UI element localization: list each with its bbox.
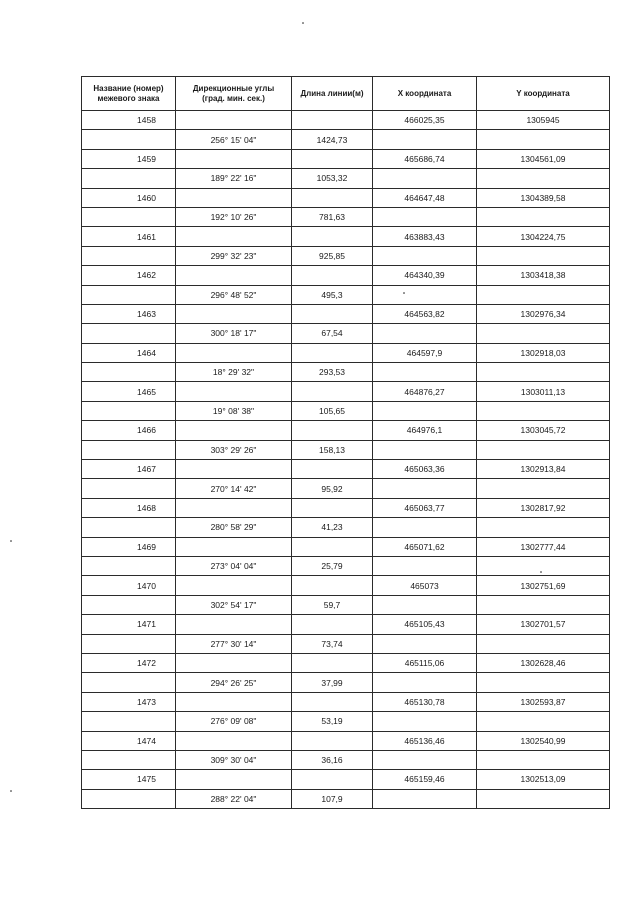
cell-direction-angle: [176, 653, 292, 672]
scan-speck: [302, 22, 304, 24]
table-row: [82, 363, 610, 382]
table-row: [82, 207, 610, 226]
cell-direction-angle: 273° 04' 04": [176, 556, 292, 575]
cell-direction-angle: [176, 111, 292, 130]
cell-x-coordinate: [373, 634, 477, 653]
cell-y-coordinate: [477, 246, 610, 265]
table-row: [82, 246, 610, 265]
cell-line-length: [292, 188, 373, 207]
cell-x-coordinate: 466025,35: [373, 111, 477, 130]
cell-x-coordinate: [373, 285, 477, 304]
cell-direction-angle: 288° 22' 04": [176, 789, 292, 808]
cell-y-coordinate: 1302540,99: [477, 731, 610, 750]
table-row: [82, 343, 610, 362]
table-row: [82, 576, 610, 595]
cell-direction-angle: [176, 692, 292, 711]
cell-direction-angle: [176, 731, 292, 750]
cell-line-length: [292, 266, 373, 285]
cell-line-length: [292, 653, 373, 672]
cell-y-coordinate: [477, 324, 610, 343]
cell-line-length: 53,19: [292, 712, 373, 731]
cell-mark-name: [82, 673, 176, 692]
cell-mark-name: 1475: [82, 770, 176, 789]
cell-y-coordinate: [477, 207, 610, 226]
cell-line-length: 107,9: [292, 789, 373, 808]
cell-y-coordinate: 1302751,69: [477, 576, 610, 595]
cell-mark-name: [82, 169, 176, 188]
table-row: [82, 227, 610, 246]
header-line: (град. мин. сек.): [202, 93, 265, 103]
table-row: [82, 266, 610, 285]
cell-mark-name: 1461: [82, 227, 176, 246]
table-row: [82, 401, 610, 420]
cell-x-coordinate: [373, 789, 477, 808]
cell-x-coordinate: [373, 207, 477, 226]
cell-mark-name: 1472: [82, 653, 176, 672]
table-row: [82, 440, 610, 459]
cell-line-length: [292, 731, 373, 750]
cell-y-coordinate: [477, 556, 610, 575]
cell-line-length: [292, 498, 373, 517]
table-row: [82, 731, 610, 750]
cell-y-coordinate: 1304561,09: [477, 149, 610, 168]
cell-mark-name: 1459: [82, 149, 176, 168]
cell-line-length: 95,92: [292, 479, 373, 498]
cell-direction-angle: 18° 29' 32": [176, 363, 292, 382]
cell-line-length: [292, 537, 373, 556]
cell-line-length: [292, 111, 373, 130]
header-mark-name: [82, 77, 176, 111]
cell-x-coordinate: 464976,1: [373, 421, 477, 440]
cell-direction-angle: 294° 26' 25": [176, 673, 292, 692]
cell-x-coordinate: 465073: [373, 576, 477, 595]
cell-direction-angle: 277° 30' 14": [176, 634, 292, 653]
cell-direction-angle: [176, 421, 292, 440]
cell-y-coordinate: [477, 169, 610, 188]
cell-mark-name: [82, 595, 176, 614]
cell-x-coordinate: 464340,39: [373, 266, 477, 285]
cell-line-length: 73,74: [292, 634, 373, 653]
cell-y-coordinate: [477, 789, 610, 808]
cell-x-coordinate: 465130,78: [373, 692, 477, 711]
cell-y-coordinate: [477, 285, 610, 304]
cell-y-coordinate: 1302777,44: [477, 537, 610, 556]
cell-mark-name: 1460: [82, 188, 176, 207]
cell-x-coordinate: 465071,62: [373, 537, 477, 556]
cell-x-coordinate: [373, 440, 477, 459]
cell-mark-name: [82, 789, 176, 808]
cell-mark-name: 1466: [82, 421, 176, 440]
cell-direction-angle: [176, 498, 292, 517]
cell-mark-name: [82, 363, 176, 382]
cell-y-coordinate: [477, 130, 610, 149]
cell-direction-angle: 189° 22' 16": [176, 169, 292, 188]
cell-direction-angle: [176, 537, 292, 556]
cell-line-length: [292, 421, 373, 440]
cell-x-coordinate: [373, 401, 477, 420]
cell-line-length: [292, 692, 373, 711]
cell-x-coordinate: 465136,46: [373, 731, 477, 750]
cell-line-length: [292, 615, 373, 634]
cell-y-coordinate: [477, 673, 610, 692]
cell-x-coordinate: 464563,82: [373, 304, 477, 323]
cell-y-coordinate: 1302701,57: [477, 615, 610, 634]
table-row: [82, 188, 610, 207]
cell-direction-angle: 299° 32' 23": [176, 246, 292, 265]
cell-x-coordinate: [373, 595, 477, 614]
cell-direction-angle: [176, 149, 292, 168]
table-row: [82, 595, 610, 614]
table-header: [82, 77, 610, 111]
header-line: Дирекционные углы: [192, 83, 275, 93]
cell-direction-angle: 300° 18' 17": [176, 324, 292, 343]
cell-y-coordinate: 1303045,72: [477, 421, 610, 440]
cell-y-coordinate: 1302913,84: [477, 460, 610, 479]
cell-direction-angle: [176, 460, 292, 479]
cell-line-length: [292, 343, 373, 362]
cell-y-coordinate: 1302628,46: [477, 653, 610, 672]
cell-mark-name: [82, 634, 176, 653]
cell-direction-angle: 280° 58' 29": [176, 518, 292, 537]
table-row: [82, 324, 610, 343]
cell-y-coordinate: 1304389,58: [477, 188, 610, 207]
table-row: [82, 130, 610, 149]
cell-x-coordinate: [373, 556, 477, 575]
table-row: [82, 789, 610, 808]
cell-direction-angle: [176, 576, 292, 595]
header-line: Название (номер): [93, 83, 164, 93]
cell-y-coordinate: [477, 712, 610, 731]
cell-mark-name: 1470: [82, 576, 176, 595]
cell-direction-angle: 256° 15' 04": [176, 130, 292, 149]
header-x-coordinate: [373, 77, 477, 111]
cell-y-coordinate: [477, 595, 610, 614]
cell-line-length: 158,13: [292, 440, 373, 459]
cell-line-length: 59,7: [292, 595, 373, 614]
cell-mark-name: [82, 324, 176, 343]
cell-direction-angle: 296° 48' 52": [176, 285, 292, 304]
table-row: [82, 634, 610, 653]
cell-y-coordinate: [477, 634, 610, 653]
cell-x-coordinate: [373, 169, 477, 188]
cell-mark-name: [82, 130, 176, 149]
cell-line-length: 1053,32: [292, 169, 373, 188]
cell-y-coordinate: 1305945: [477, 111, 610, 130]
cell-line-length: [292, 576, 373, 595]
cell-line-length: 781,63: [292, 207, 373, 226]
header-line: Длина линии(м): [300, 88, 364, 98]
cell-line-length: [292, 149, 373, 168]
table-row: [82, 653, 610, 672]
table-row: [82, 285, 610, 304]
cell-mark-name: 1458: [82, 111, 176, 130]
cell-y-coordinate: [477, 518, 610, 537]
cell-direction-angle: 309° 30' 04": [176, 750, 292, 769]
cell-direction-angle: [176, 343, 292, 362]
cell-line-length: [292, 770, 373, 789]
cell-x-coordinate: [373, 518, 477, 537]
cell-mark-name: 1473: [82, 692, 176, 711]
cell-line-length: 105,65: [292, 401, 373, 420]
scan-speck: [10, 790, 12, 792]
cell-line-length: 495,3: [292, 285, 373, 304]
cell-line-length: [292, 227, 373, 246]
cell-mark-name: [82, 556, 176, 575]
table-row: [82, 615, 610, 634]
cell-direction-angle: [176, 266, 292, 285]
cell-x-coordinate: [373, 673, 477, 692]
table-row: [82, 712, 610, 731]
cell-x-coordinate: 463883,43: [373, 227, 477, 246]
cell-y-coordinate: [477, 401, 610, 420]
cell-mark-name: 1462: [82, 266, 176, 285]
header-y-coordinate: [477, 77, 610, 111]
table-row: [82, 537, 610, 556]
cell-y-coordinate: 1303418,38: [477, 266, 610, 285]
cell-y-coordinate: 1302976,34: [477, 304, 610, 323]
cell-x-coordinate: 464876,27: [373, 382, 477, 401]
cell-mark-name: [82, 246, 176, 265]
cell-direction-angle: 19° 08' 38": [176, 401, 292, 420]
cell-line-length: 37,99: [292, 673, 373, 692]
cell-y-coordinate: [477, 363, 610, 382]
cell-line-length: 925,85: [292, 246, 373, 265]
cell-x-coordinate: 464597,9: [373, 343, 477, 362]
table-row: [82, 169, 610, 188]
table-row: [82, 149, 610, 168]
cell-x-coordinate: [373, 750, 477, 769]
header-line-length: [292, 77, 373, 111]
cell-y-coordinate: 1303011,13: [477, 382, 610, 401]
cell-x-coordinate: 465063,77: [373, 498, 477, 517]
header-row: [82, 77, 610, 111]
cell-mark-name: 1463: [82, 304, 176, 323]
cell-mark-name: [82, 207, 176, 226]
cell-direction-angle: [176, 615, 292, 634]
cell-mark-name: [82, 401, 176, 420]
table-row: [82, 479, 610, 498]
table-row: [82, 692, 610, 711]
table-row: [82, 460, 610, 479]
table-row: [82, 750, 610, 769]
cell-line-length: [292, 382, 373, 401]
table-row: [82, 304, 610, 323]
table-row: [82, 498, 610, 517]
boundary-marks-table: [81, 76, 610, 809]
table-row: [82, 556, 610, 575]
cell-direction-angle: 192° 10' 26": [176, 207, 292, 226]
cell-direction-angle: [176, 770, 292, 789]
cell-x-coordinate: 465115,06: [373, 653, 477, 672]
cell-line-length: 67,54: [292, 324, 373, 343]
table-row: [82, 421, 610, 440]
scan-speck: [10, 540, 12, 542]
cell-mark-name: [82, 518, 176, 537]
cell-mark-name: 1469: [82, 537, 176, 556]
cell-x-coordinate: [373, 479, 477, 498]
cell-x-coordinate: 465105,43: [373, 615, 477, 634]
table-row: [82, 111, 610, 130]
cell-mark-name: 1467: [82, 460, 176, 479]
table-row: [82, 770, 610, 789]
cell-line-length: 36,16: [292, 750, 373, 769]
table-row: [82, 673, 610, 692]
cell-y-coordinate: 1302513,09: [477, 770, 610, 789]
cell-line-length: 293,53: [292, 363, 373, 382]
cell-x-coordinate: [373, 246, 477, 265]
cell-direction-angle: 303° 29' 26": [176, 440, 292, 459]
cell-mark-name: 1471: [82, 615, 176, 634]
header-direction-angles: [176, 77, 292, 111]
cell-y-coordinate: [477, 440, 610, 459]
cell-mark-name: 1468: [82, 498, 176, 517]
cell-mark-name: [82, 750, 176, 769]
cell-y-coordinate: 1302593,87: [477, 692, 610, 711]
cell-x-coordinate: 465063,36: [373, 460, 477, 479]
header-line: межевого знака: [97, 93, 160, 103]
cell-mark-name: 1464: [82, 343, 176, 362]
cell-direction-angle: [176, 227, 292, 246]
cell-x-coordinate: 465686,74: [373, 149, 477, 168]
cell-x-coordinate: [373, 324, 477, 343]
cell-mark-name: 1474: [82, 731, 176, 750]
cell-direction-angle: [176, 188, 292, 207]
cell-line-length: 41,23: [292, 518, 373, 537]
table-row: [82, 382, 610, 401]
cell-mark-name: [82, 712, 176, 731]
cell-mark-name: [82, 285, 176, 304]
cell-direction-angle: 302° 54' 17": [176, 595, 292, 614]
cell-direction-angle: [176, 382, 292, 401]
cell-x-coordinate: [373, 712, 477, 731]
header-line: X координата: [397, 88, 452, 98]
cell-x-coordinate: [373, 363, 477, 382]
cell-line-length: [292, 304, 373, 323]
cell-mark-name: [82, 479, 176, 498]
cell-y-coordinate: [477, 750, 610, 769]
cell-direction-angle: 270° 14' 42": [176, 479, 292, 498]
cell-y-coordinate: 1302817,92: [477, 498, 610, 517]
cell-line-length: 1424,73: [292, 130, 373, 149]
table-row: [82, 518, 610, 537]
cell-direction-angle: 276° 09' 08": [176, 712, 292, 731]
cell-x-coordinate: [373, 130, 477, 149]
cell-y-coordinate: 1304224,75: [477, 227, 610, 246]
cell-mark-name: [82, 440, 176, 459]
cell-line-length: [292, 460, 373, 479]
cell-line-length: 25,79: [292, 556, 373, 575]
table-body: [82, 111, 610, 809]
cell-y-coordinate: 1302918,03: [477, 343, 610, 362]
header-line: Y координата: [516, 88, 570, 98]
cell-x-coordinate: 464647,48: [373, 188, 477, 207]
cell-mark-name: 1465: [82, 382, 176, 401]
cell-direction-angle: [176, 304, 292, 323]
cell-x-coordinate: 465159,46: [373, 770, 477, 789]
cell-y-coordinate: [477, 479, 610, 498]
